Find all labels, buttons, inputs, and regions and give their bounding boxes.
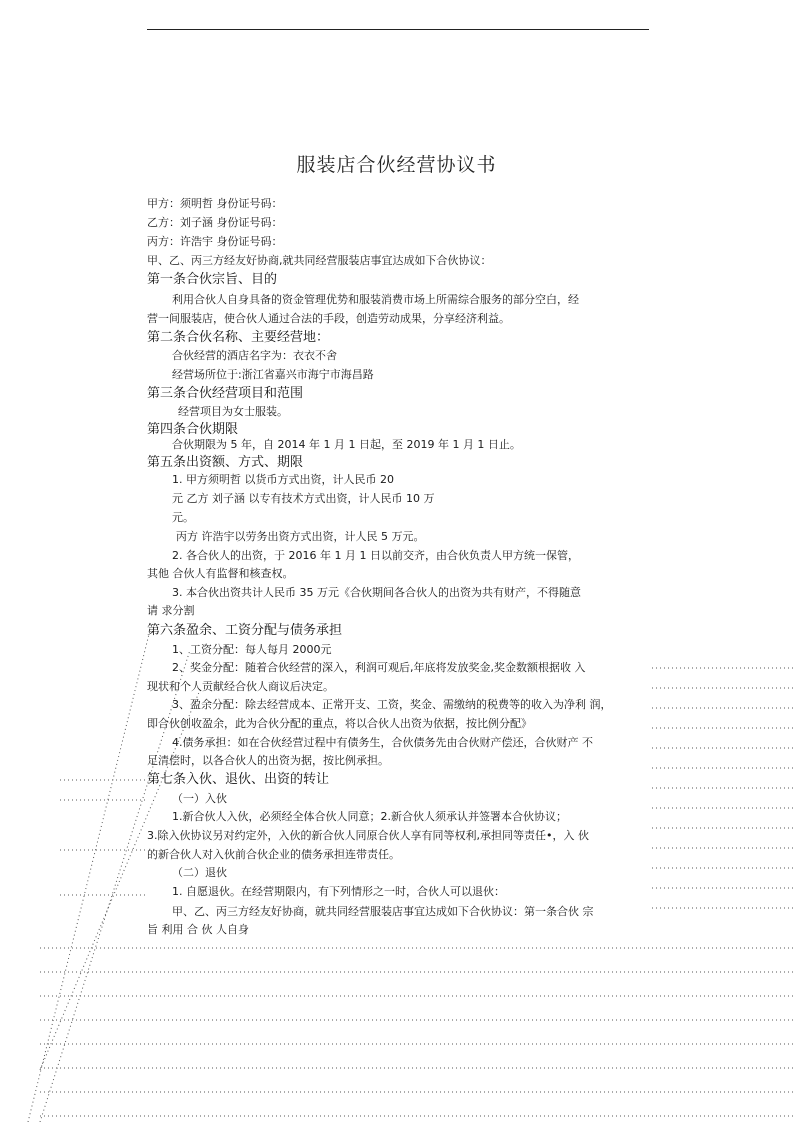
article-5-heading: 第五条出资额、方式、期限	[147, 455, 304, 470]
party-a: 甲方：须明哲 身份证号码：	[147, 197, 283, 210]
article-6-line-1: 1、工资分配：每人每月 2000元	[172, 643, 332, 656]
article-2-place: 经营场所位于:浙江省嘉兴市海宁市海昌路	[172, 368, 374, 381]
article-5-line-7: 3. 本合伙出资共计人民币 35 万元《合伙期间各合伙人的出资为共有财产，不得随意	[172, 586, 581, 599]
article-1-text-1: 利用合伙人自身具备的资金管理优势和服装消费市场上所需综合服务的部分空白，经	[172, 293, 579, 306]
article-6-line-2: 2、奖金分配：随着合伙经营的深入，利润可观后,年底将发放奖金,奖金数额根据收 入	[172, 661, 586, 674]
article-7-line-6: 旨 利用 合 伙 人自身	[147, 923, 249, 936]
article-5-line-5: 2. 各合伙人的出资，于 2016 年 1 月 1 日以前交齐，由合伙负责人甲方统一保管，	[172, 549, 579, 562]
article-6-heading: 第六条盈余、工资分配与债务承担	[147, 623, 343, 638]
top-rule	[147, 29, 649, 30]
article-5-line-2: 元 乙方 刘子涵 以专有技术方式出资，计人民币 10 万	[172, 492, 435, 505]
article-7-subheading-1: （一）入伙	[172, 792, 227, 805]
article-7-line-5: 甲、乙、丙三方经友好协商，就共同经营服装店事宜达成如下合伙协议：第一条合伙 宗	[172, 905, 594, 918]
document-title: 服装店合伙经营协议书	[296, 154, 497, 176]
party-c: 丙方：许浩宇 身份证号码：	[147, 235, 283, 248]
article-2-name: 合伙经营的酒店名字为：衣衣不舍	[172, 349, 337, 362]
article-5-line-1: 1. 甲方须明哲 以货币方式出资，计人民币 20	[172, 473, 394, 486]
article-5-line-6: 其他 合伙人有监督和核查权。	[147, 567, 294, 580]
article-5-line-8: 请 求分割	[147, 604, 195, 617]
intro-line: 甲、乙、丙三方经友好协商,就共同经营服装店事宜达成如下合伙协议：	[147, 254, 492, 267]
article-3-heading: 第三条合伙经营项目和范围	[147, 386, 304, 401]
article-6-line-4: 3、盈余分配：除去经营成本、正常开支、工资，奖金、需缴纳的税费等的收入为净利 润，	[172, 698, 612, 711]
article-1-text-2: 营一间服装店，使合伙人通过合法的手段，创造劳动成果，分享经济利益。	[147, 312, 510, 325]
article-7-heading: 第七条入伙、退伙、出资的转让	[147, 772, 330, 787]
article-4-heading: 第四条合伙期限	[147, 422, 239, 437]
article-6-line-6: 4.债务承担：如在合伙经营过程中有债务生，合伙债务先由合伙财产偿还，合伙财产 不	[172, 736, 593, 749]
article-5-line-3: 元。	[172, 511, 194, 524]
article-1-heading: 第一条合伙宗旨、目的	[147, 272, 278, 287]
article-6-line-7: 足清偿时，以各合伙人的出资为据，按比例承担。	[147, 754, 389, 767]
article-2-heading: 第二条合伙名称、主要经营地：	[147, 330, 330, 345]
article-7-line-1: 1.新合伙人入伙，必须经全体合伙人同意；2.新合伙人须承认并签署本合伙协议；	[172, 810, 567, 823]
article-7-line-2: 3.除入伙协议另对约定外，入伙的新合伙人同原合伙人享有同等权利,承担同等责任•，入 伙	[147, 829, 589, 842]
article-5-line-4: 丙方 许浩宇以劳务出资方式出资，计人民 5 万元。	[176, 530, 425, 543]
article-3-text: 经营项目为女士服装。	[178, 405, 288, 418]
article-4-text: 合伙期限为 5 年，自 2014 年 1 月 1 日起，至 2019 年 1 月 1 日止。	[172, 438, 521, 451]
party-b: 乙方：刘子涵 身份证号码：	[147, 216, 283, 229]
article-7-subheading-2: （二）退伙	[172, 866, 227, 879]
article-7-line-4: 1. 自愿退伙。在经营期限内，有下列情形之一时，合伙人可以退伙：	[172, 885, 505, 898]
article-7-line-3: 的新合伙人对入伙前合伙企业的债务承担连带责任。	[147, 848, 400, 861]
article-6-line-3: 现状和个人贡献经合伙人商议后决定。	[147, 680, 334, 693]
article-6-line-5: 即合伙创收盈余，此为合伙分配的重点，将以合伙人出资为依据，按比例分配》	[147, 717, 532, 730]
